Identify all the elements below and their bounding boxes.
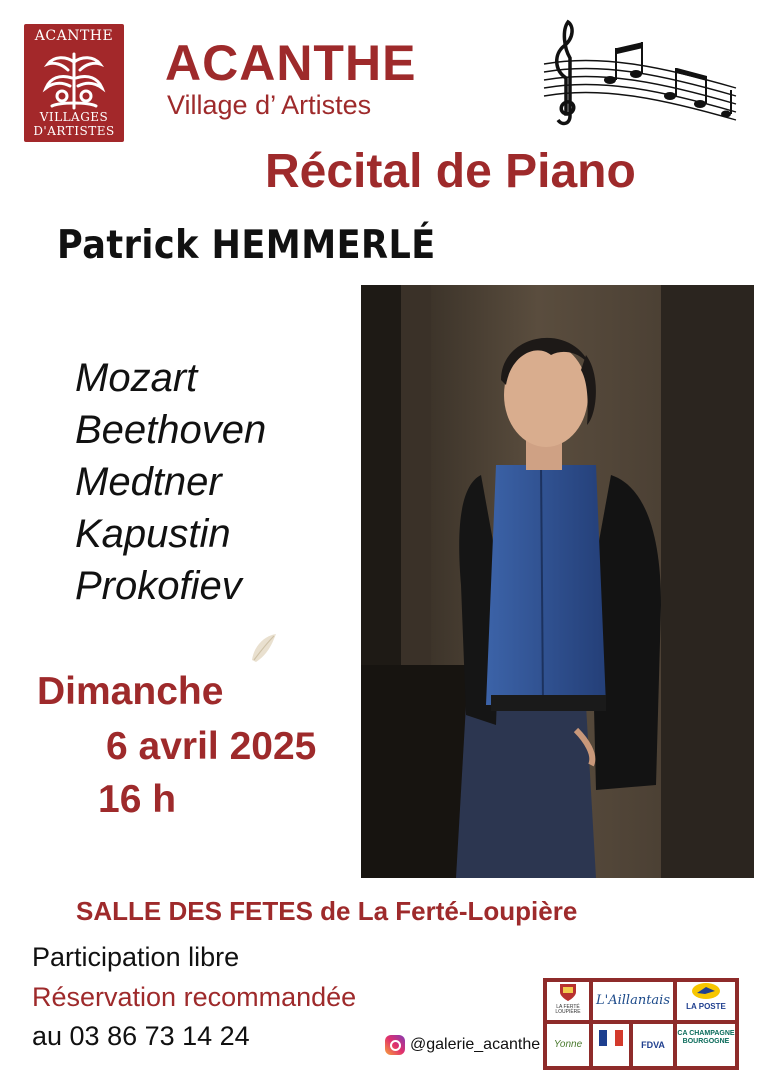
sponsor-logo xyxy=(593,1024,629,1066)
french-republic-flag-icon xyxy=(599,1030,623,1046)
stamp-line-1: ACANTHE xyxy=(34,28,114,44)
event-time: 16 h xyxy=(98,778,177,821)
composer-item: Mozart xyxy=(75,356,198,400)
instagram-handle[interactable]: @galerie_acanthe xyxy=(410,1036,541,1053)
event-day: Dimanche xyxy=(37,670,224,713)
la-poste-bird-icon xyxy=(691,982,721,1000)
sponsor-logos xyxy=(543,978,739,1070)
music-notes-icon xyxy=(540,18,740,128)
composer-item: Beethoven xyxy=(75,408,267,452)
composer-list xyxy=(75,352,266,612)
acanthe-stamp-logo xyxy=(24,24,124,142)
reservation-note: Réservation recommandée xyxy=(32,982,357,1012)
brand-name: ACANTHE xyxy=(165,35,417,91)
sponsor-logo: LA FERTÉ LOUPIÈRE xyxy=(547,982,589,1020)
event-venue: SALLE DES FETES de La Ferté-Loupière xyxy=(76,896,578,926)
composer-item: Medtner xyxy=(75,460,222,504)
composer-item: Prokofiev xyxy=(75,564,242,608)
participation-note: Participation libre xyxy=(32,942,240,972)
sponsor-logo: LA POSTE xyxy=(677,982,735,1020)
event-date: 6 avril 2025 xyxy=(106,725,317,768)
sponsor-logo: L'Aillantais xyxy=(593,982,673,1020)
artist-name: Patrick HEMMERLÉ xyxy=(57,223,436,268)
coat-of-arms-icon xyxy=(558,982,578,1002)
sponsor-logo: CA CHAMPAGNE BOURGOGNE xyxy=(677,1024,735,1066)
composer-item: Kapustin xyxy=(75,512,231,556)
phone-number: au 03 86 73 14 24 xyxy=(32,1021,250,1051)
brand-tagline: Village d’ Artistes xyxy=(167,90,372,120)
decorative-leaf-icon xyxy=(248,630,280,664)
event-title: Récital de Piano xyxy=(265,145,636,198)
instagram-icon xyxy=(385,1035,405,1055)
stamp-line-2: VILLAGES xyxy=(39,110,109,124)
stamp-line-3: D'ARTISTES xyxy=(33,124,115,138)
pianist-photo xyxy=(361,285,754,878)
acanthe-leaf-icon xyxy=(38,48,110,112)
sponsor-logo: Yonne xyxy=(547,1024,589,1066)
sponsor-logo: FDVA xyxy=(633,1024,673,1066)
